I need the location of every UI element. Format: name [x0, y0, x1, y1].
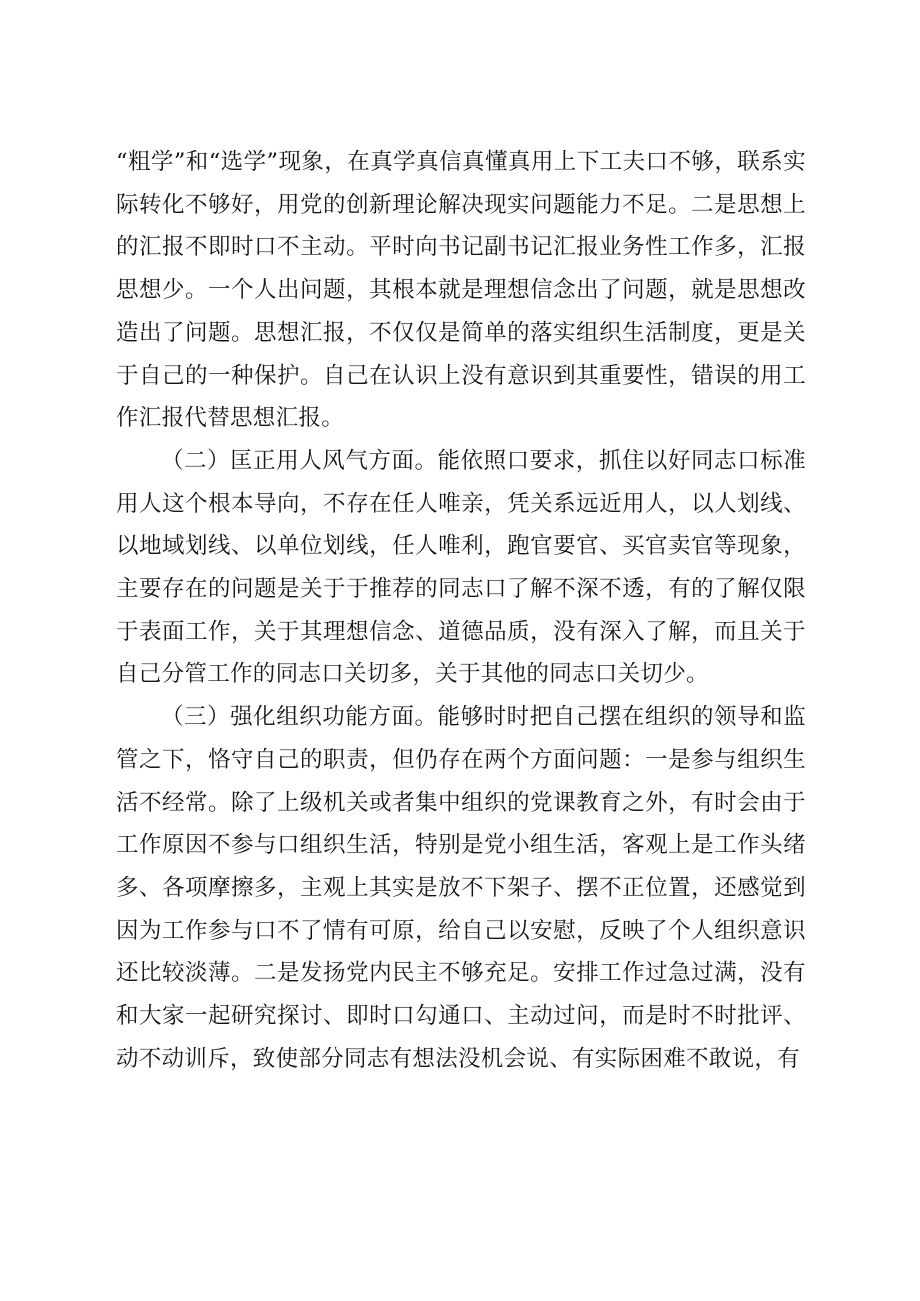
paragraph-section-2: （二）匡正用人风气方面。能依照口要求，抓住以好同志口标准用人这个根本导向，不存在任人唯亲，凭关系远近用人，以人划线、以地域划线、以单位划线，任人唯利，跑官要官、买官卖官等现象，主要存在的问题是关于于推荐的同志口了解不深不透，有的了解仅限于表面工作，关于其理想信念、道德品质，没有深入了解，而且关于自己分管工作的同志口关切多，关于其他的同志口关切少。 [116, 447, 806, 688]
document-body [116, 141, 806, 1080]
paragraph-continued: “粗学”和“选学”现象，在真学真信真懂真用上下工夫口不够，联系实际转化不够好，用党的创新理论解决现实问题能力不足。二是思想上的汇报不即时口不主动。平时向书记副书记汇报业务性工作多，汇报思想少。一个人出问题，其根本就是理想信念出了问题，就是思想改造出了问题。思想汇报，不仅仅是简单的落实组织生活制度，更是关于自己的一种保护。自己在认识上没有意识到其重要性，错误的用工作汇报代替思想汇报。 [116, 149, 806, 432]
paragraph-section-3: （三）强化组织功能方面。能够时时把自己摆在组织的领导和监管之下，恪守自己的职责，但仍存在两个方面问题：一是参与组织生活不经常。除了上级机关或者集中组织的党课教育之外，有时会由于工作原因不参与口组织生活，特别是党小组生活，客观上是工作头绪多、各项摩擦多，主观上其实是放不下架子、摆不正位置，还感觉到因为工作参与口不了情有可原，给自己以安慰，反映了个人组织意识还比较淡薄。二是发扬党内民主不够充足。安排工作过急过满，没有和大家一起研究探讨、即时口勾通口、主动过问，而是时不时批评、动不动训斥，致使部分同志有想法没机会说、有实际困难不敢说，有 [116, 704, 806, 1072]
